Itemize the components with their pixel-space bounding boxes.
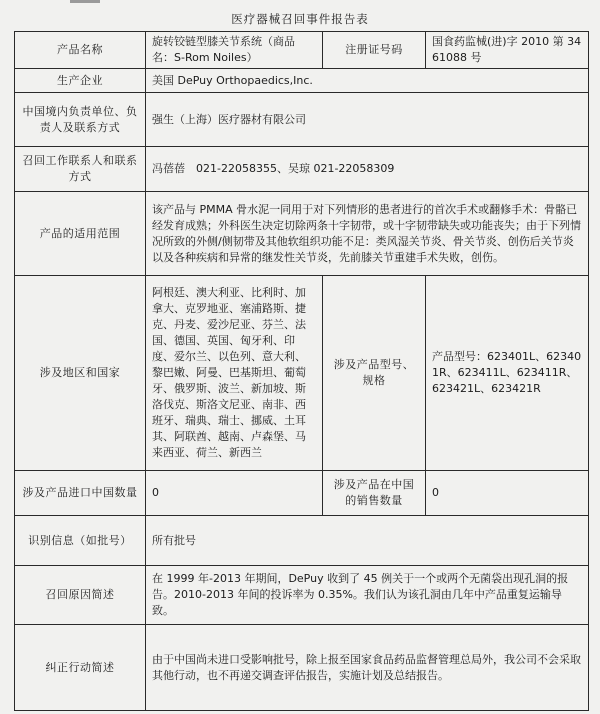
regions-value: 阿根廷、澳大利亚、比利时、加拿大、克罗地亚、塞浦路斯、捷克、丹麦、爱沙尼亚、芬兰、法国、德国、英国、匈牙利、印度、爱尔兰、以色列、意大利、黎巴嫩、阿曼、巴基斯坦、葡萄牙、俄罗斯、波兰、新加坡、斯洛伐克、斯洛文尼亚、南非、西班牙、瑞典、瑞士、挪威、土耳其、阿联酋、越南、卢森堡、马来西亚、荷兰、新西兰 bbox=[146, 276, 323, 471]
china-contact-value: 强生（上海）医疗器材有限公司 bbox=[146, 93, 589, 147]
regions-label: 涉及地区和国家 bbox=[15, 276, 146, 471]
registration-number-label: 注册证号码 bbox=[323, 32, 426, 69]
row-china-contact bbox=[15, 93, 589, 147]
import-qty-label: 涉及产品进口中国数量 bbox=[15, 471, 146, 516]
indications-label: 产品的适用范围 bbox=[15, 192, 146, 276]
row-recall-contact bbox=[15, 147, 589, 192]
model-spec-label: 涉及产品型号、规格 bbox=[323, 276, 426, 471]
manufacturer-value: 美国 DePuy Orthopaedics,Inc. bbox=[146, 69, 589, 93]
row-corrective-action bbox=[15, 625, 589, 711]
page-title: 医疗器械召回事件报告表 bbox=[231, 12, 369, 26]
recall-reason-value: 在 1999 年-2013 年期间，DePuy 收到了 45 例关于一个或两个无菌袋出现孔洞的报告。2010-2013 年间的投诉率为 0.35%。我们认为该孔洞由几年中产品重复运输导致。 bbox=[146, 566, 589, 625]
china-sales-qty-label: 涉及产品在中国的销售数量 bbox=[323, 471, 426, 516]
indications-value: 该产品与 PMMA 骨水泥一同用于对下列情形的患者进行的首次手术或翻修手术：骨骼已经发育成熟；外科医生决定切除两条十字韧带，或十字韧带缺失或功能丧失；由于下列情况所致的外侧/侧韧带及其他软组织功能不足：类风湿关节炎、骨关节炎、创伤后关节炎以及各种疾病和异常的继发性关节炎，先前膝关节重建手术失败，创伤。 bbox=[146, 192, 589, 276]
row-regions bbox=[15, 276, 589, 471]
row-product-name bbox=[15, 32, 589, 69]
row-quantities bbox=[15, 471, 589, 516]
row-id-info bbox=[15, 516, 589, 566]
recall-contact-value: 冯蓓蓓 021-22058355、吴琼 021-22058309 bbox=[146, 147, 589, 192]
row-manufacturer bbox=[15, 69, 589, 93]
model-spec-value: 产品型号：623401L、623401R、623411L、623411R、623421L、623421R bbox=[426, 276, 589, 471]
id-info-label: 识别信息（如批号） bbox=[15, 516, 146, 566]
corrective-action-value: 由于中国尚未进口受影响批号，除上报至国家食品药品监督管理总局外，我公司不会采取其他行动，也不再递交调查评估报告，实施计划及总结报告。 bbox=[146, 625, 589, 711]
product-name-value: 旋转铰链型膝关节系统（商品名：S-Rom Noiles） bbox=[146, 32, 323, 69]
import-qty-value: 0 bbox=[146, 471, 323, 516]
product-name-label: 产品名称 bbox=[15, 32, 146, 69]
registration-number-value: 国食药监械(进)字 2010 第 3461088 号 bbox=[426, 32, 589, 69]
id-info-value: 所有批号 bbox=[146, 516, 589, 566]
recall-report-table bbox=[14, 31, 589, 711]
recall-reason-label: 召回原因简述 bbox=[15, 566, 146, 625]
recall-contact-label: 召回工作联系人和联系方式 bbox=[15, 147, 146, 192]
row-recall-reason bbox=[15, 566, 589, 625]
china-contact-label: 中国境内负责单位、负责人及联系方式 bbox=[15, 93, 146, 147]
row-indications bbox=[15, 192, 589, 276]
china-sales-qty-value: 0 bbox=[426, 471, 589, 516]
scan-mark bbox=[70, 0, 100, 3]
manufacturer-label: 生产企业 bbox=[15, 69, 146, 93]
corrective-action-label: 纠正行动简述 bbox=[15, 625, 146, 711]
